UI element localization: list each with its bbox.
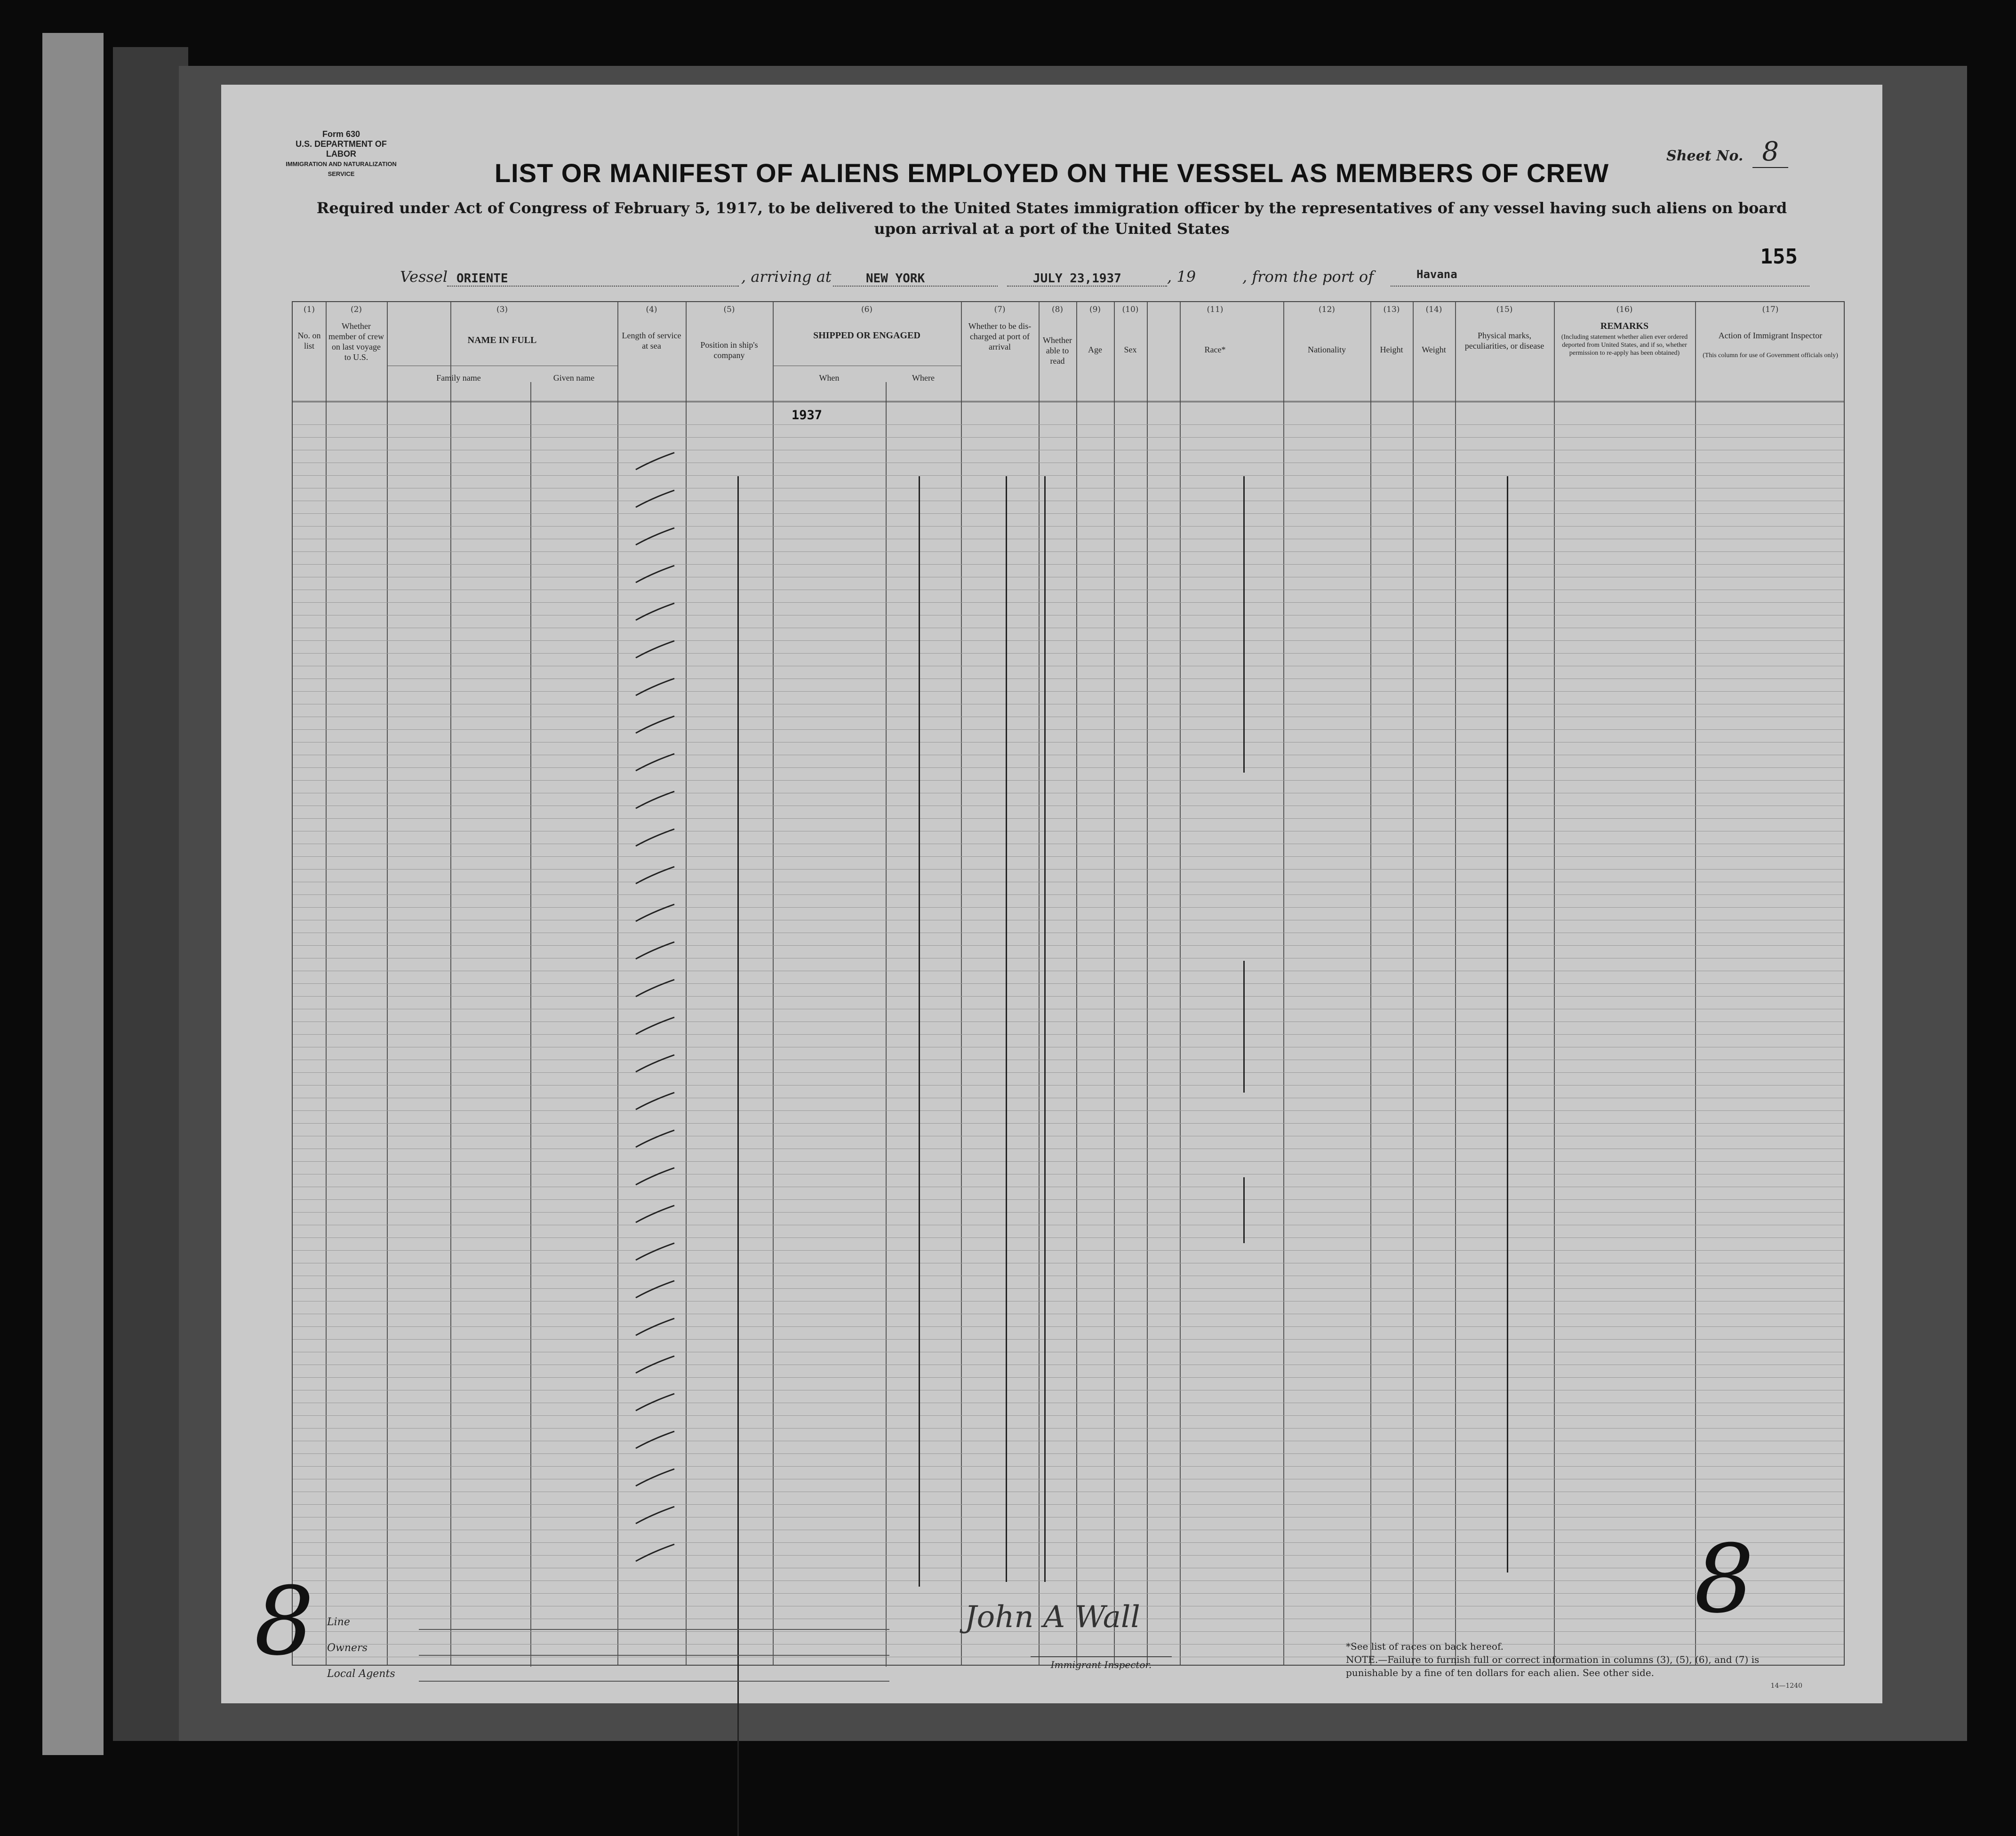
- column-number: (11): [1207, 305, 1224, 314]
- penalty-note: NOTE.—Failure to furnish full or correct information in columns (3), (5), (6), and (7) is punishable by a fine of ten dollars for each alien. See other side.: [1346, 1654, 1760, 1678]
- header-discharged: Whether to be dis-charged at port of arrival: [968, 321, 1032, 351]
- page-subtitle: Required under Act of Congress of February 5, 1917, to be delivered to the United States immigration officer by the representatives of any vessel having such aliens on board upon arrival at a port of the United States: [316, 199, 1787, 238]
- table-row: [293, 1243, 1846, 1271]
- header-nationality: Nationality: [1308, 345, 1346, 354]
- header-given-name: Given name: [553, 373, 595, 383]
- service-checkmark: [634, 1204, 676, 1222]
- table-row: [293, 980, 1846, 1008]
- ditto-line: [737, 476, 739, 1836]
- arrival-date: JULY 23,1937: [1033, 271, 1121, 286]
- service-checkmark: [634, 1241, 676, 1260]
- page-title: LIST OR MANIFEST OF ALIENS EMPLOYED ON THE VESSEL AS MEMBERS OF CREW: [494, 158, 1609, 188]
- column-number: (15): [1496, 305, 1513, 314]
- header-remarks-note: (Including statement whether alien ever ordered deported from United States, and if so, whether permission to re-apply has been obtained): [1561, 334, 1688, 357]
- footer-notes: [1346, 1640, 1769, 1679]
- signature-caption: Immigrant Inspector.: [1031, 1656, 1172, 1670]
- column-number: (4): [646, 305, 657, 314]
- column-number: (9): [1089, 305, 1101, 314]
- service-checkmark: [634, 1317, 676, 1335]
- header-where: Where: [912, 373, 935, 383]
- binder-spine: [42, 33, 104, 1755]
- ruled-line: [293, 1161, 1844, 1162]
- column-number: (17): [1762, 305, 1779, 314]
- service-checkmark: [634, 940, 676, 959]
- header-no-on-list: No. on list: [297, 331, 321, 351]
- ruled-line: [293, 526, 1844, 527]
- ruled-line: [293, 602, 1844, 603]
- inspector-signature: John A Wall: [965, 1600, 1140, 1635]
- table-row: [293, 1507, 1846, 1535]
- service-checkmark: [634, 1467, 676, 1486]
- table-row: [293, 1130, 1846, 1158]
- binder-edge: [113, 47, 188, 1741]
- ruled-line: [293, 1428, 1844, 1429]
- table-row: [293, 528, 1846, 556]
- ruled-line: [293, 1123, 1844, 1124]
- year-label: , 19: [1167, 268, 1196, 286]
- ditto-line: [1044, 476, 1046, 1582]
- header-crew-member: Whether member of crew on last voyage to U.S.: [328, 321, 384, 362]
- ruled-line: [293, 1085, 1844, 1086]
- service-name: IMMIGRATION AND NATURALIZATION SERVICE: [286, 160, 397, 177]
- ditto-line: [919, 476, 920, 1587]
- service-checkmark: [634, 526, 676, 545]
- service-checkmark: [634, 564, 676, 583]
- header-height: Height: [1380, 345, 1403, 354]
- service-checkmark: [634, 1279, 676, 1298]
- table-row: [293, 1394, 1846, 1422]
- line-underline: [419, 1629, 889, 1630]
- column-number: (14): [1425, 305, 1442, 314]
- table-row: [293, 1544, 1846, 1573]
- header-weight: Weight: [1422, 345, 1446, 354]
- header-action: Action of Immigrant Inspector: [1718, 331, 1823, 340]
- line-label: Line: [327, 1616, 350, 1628]
- agents-underline: [419, 1681, 889, 1682]
- table-row: [293, 566, 1846, 594]
- service-checkmark: [634, 488, 676, 507]
- table-row: [293, 1168, 1846, 1196]
- service-checkmark: [634, 1128, 676, 1147]
- table-row: [293, 716, 1846, 744]
- table-row: [293, 1205, 1846, 1234]
- column-number: (16): [1616, 305, 1633, 314]
- service-checkmark: [634, 677, 676, 695]
- handwritten-sheet-mark-right: 8: [1694, 1525, 1754, 1634]
- table-row: [293, 791, 1846, 820]
- ruled-line: [293, 564, 1844, 565]
- service-checkmark: [634, 714, 676, 733]
- table-row: [293, 679, 1846, 707]
- service-checkmark: [634, 978, 676, 997]
- table-row: [293, 1356, 1846, 1384]
- table-row: [293, 754, 1846, 782]
- vessel-info-row: [400, 261, 1812, 289]
- header-sex: Sex: [1124, 345, 1137, 354]
- table-row: [293, 942, 1846, 970]
- ruled-line: [293, 1466, 1844, 1467]
- table-row: [293, 641, 1846, 669]
- service-checkmark: [634, 1392, 676, 1411]
- service-checkmark: [634, 639, 676, 658]
- header-when: When: [819, 373, 840, 383]
- department-name: U.S. DEPARTMENT OF LABOR: [296, 139, 387, 159]
- table-row: [293, 1093, 1846, 1121]
- column-number: (10): [1122, 305, 1139, 314]
- service-checkmark: [634, 601, 676, 620]
- local-agents-label: Local Agents: [327, 1668, 395, 1680]
- ditto-line: [1243, 1177, 1245, 1243]
- arriving-line: [833, 286, 998, 287]
- handwritten-sheet-mark-left: 8: [254, 1567, 314, 1676]
- table-row: [293, 867, 1846, 895]
- service-checkmark: [634, 1015, 676, 1034]
- service-checkmark: [634, 451, 676, 470]
- vessel-name: ORIENTE: [456, 271, 508, 286]
- header-length-of-service: Length of service at sea: [622, 331, 681, 351]
- table-row: [293, 453, 1846, 481]
- manifest-table: [292, 301, 1845, 1666]
- service-checkmark: [634, 1505, 676, 1524]
- service-checkmark: [634, 790, 676, 808]
- column-number: (6): [861, 305, 873, 314]
- ruled-line: [293, 1542, 1844, 1543]
- table-row: [293, 1055, 1846, 1083]
- sheet-number-label: Sheet No.: [1666, 148, 1744, 164]
- service-checkmark: [634, 1542, 676, 1561]
- column-number: (7): [994, 305, 1006, 314]
- column-number: (5): [723, 305, 735, 314]
- date-line: [1007, 286, 1167, 287]
- column-number: (13): [1383, 305, 1400, 314]
- service-checkmark: [634, 1166, 676, 1185]
- table-row: [293, 1281, 1846, 1309]
- from-port: Havana: [1416, 268, 1457, 281]
- print-reference: 14—1240: [1770, 1682, 1802, 1690]
- from-label: , from the port of: [1242, 268, 1374, 286]
- service-checkmark: [634, 752, 676, 771]
- service-checkmark: [634, 1354, 676, 1373]
- table-row: [293, 1431, 1846, 1460]
- arriving-label: , arriving at: [741, 268, 832, 286]
- race-note: *See list of races on back hereof.: [1346, 1641, 1504, 1652]
- vessel-line: [447, 286, 739, 287]
- column-number: (1): [303, 305, 315, 314]
- service-checkmark: [634, 902, 676, 921]
- header-shipped-or-engaged: SHIPPED OR ENGAGED: [813, 330, 920, 341]
- manifest-sheet: [221, 85, 1882, 1703]
- table-row: [293, 1017, 1846, 1046]
- manifest-form: [221, 85, 1882, 1703]
- ruled-line: [293, 437, 1844, 438]
- year-entry: 1937: [792, 408, 823, 423]
- ditto-line: [1507, 476, 1508, 1573]
- service-checkmark: [634, 1091, 676, 1110]
- ruled-line: [293, 424, 1844, 425]
- header-race: Race*: [1204, 345, 1226, 354]
- column-number: (2): [350, 305, 362, 314]
- header-family-name: Family name: [436, 373, 481, 383]
- header-action-note: (This column for use of Government officials only): [1703, 352, 1838, 359]
- header-age: Age: [1088, 345, 1102, 354]
- arriving-port: NEW YORK: [866, 271, 925, 286]
- owners-label: Owners: [327, 1642, 368, 1654]
- header-divider: [293, 401, 1844, 402]
- service-checkmark: [634, 1429, 676, 1448]
- form-number: Form 630: [322, 129, 360, 139]
- header-name-in-full: NAME IN FULL: [467, 335, 537, 345]
- ditto-line: [1006, 476, 1007, 1582]
- header-position: Position in ship's company: [700, 340, 758, 360]
- ruled-line: [293, 1237, 1844, 1238]
- header-able-to-read: Whether able to read: [1043, 335, 1072, 366]
- column-number: (8): [1051, 305, 1064, 314]
- ruled-line: [293, 1504, 1844, 1505]
- ruled-line: [293, 1593, 1844, 1594]
- table-row: [293, 490, 1846, 519]
- table-row: [293, 603, 1846, 631]
- column-number: (12): [1319, 305, 1335, 314]
- header-physical-marks: Physical marks, peculiarities, or disease: [1464, 331, 1544, 351]
- sheet-number-value: 8: [1752, 136, 1788, 168]
- service-checkmark: [634, 827, 676, 846]
- from-line: [1391, 286, 1809, 287]
- header-remarks: REMARKS: [1600, 321, 1649, 331]
- table-row: [293, 1469, 1846, 1497]
- service-checkmark: [634, 865, 676, 884]
- table-row: [293, 904, 1846, 933]
- table-row: [293, 1318, 1846, 1347]
- vessel-label: Vessel: [400, 268, 448, 286]
- stamped-page-number: 155: [1760, 245, 1798, 269]
- owners-underline: [419, 1655, 889, 1656]
- ditto-line: [1243, 476, 1245, 773]
- table-row: [293, 829, 1846, 857]
- ruled-line: [293, 1199, 1844, 1200]
- ditto-line: [1243, 961, 1245, 1093]
- column-number: (3): [496, 305, 508, 314]
- service-checkmark: [634, 1053, 676, 1072]
